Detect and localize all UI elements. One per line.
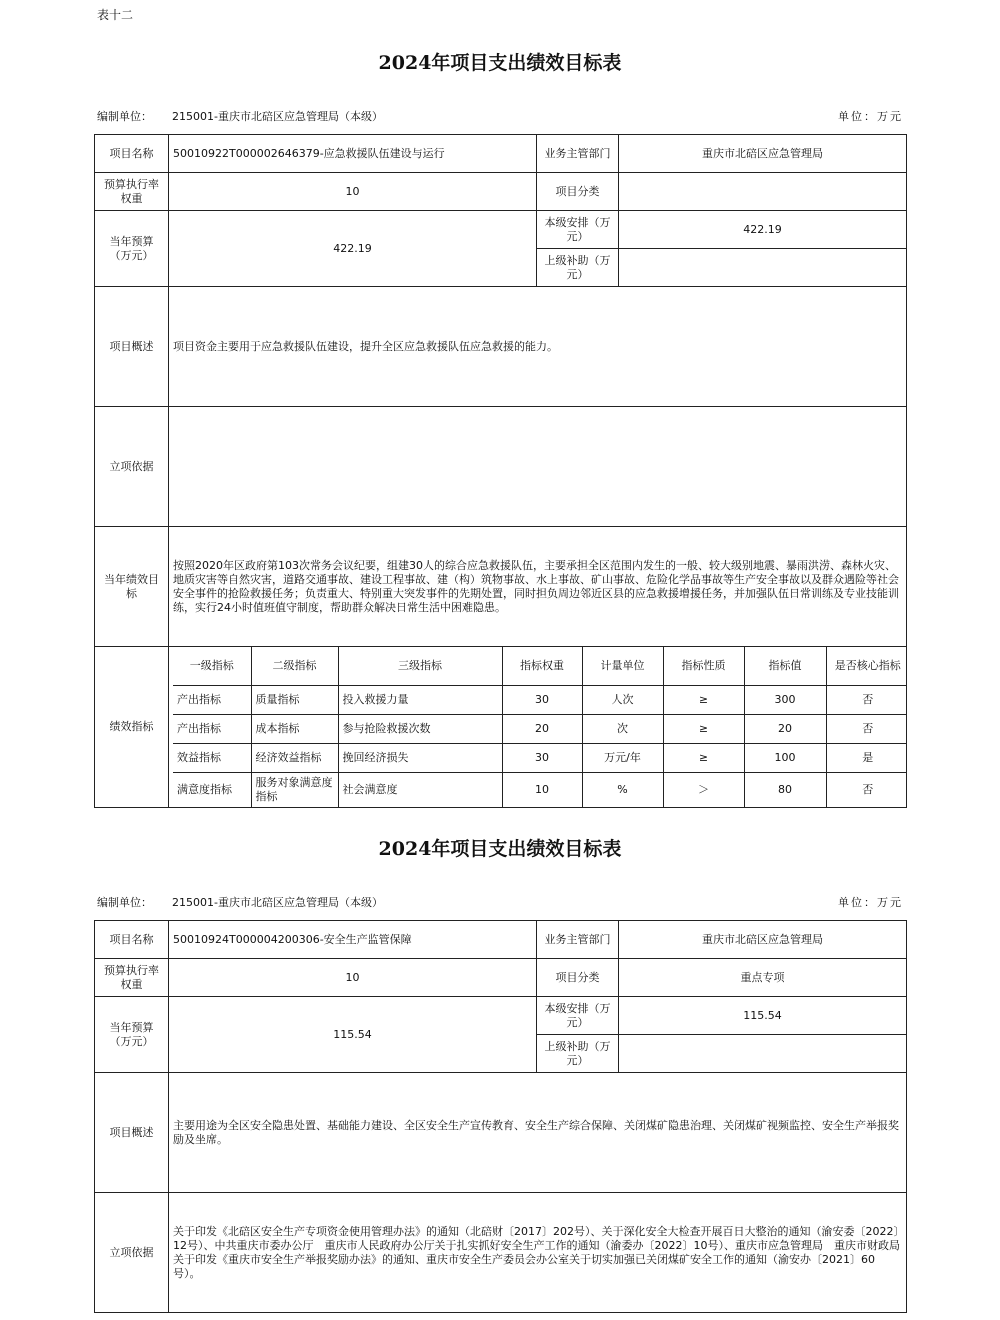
cell: 服务对象满意度指标 <box>251 772 338 807</box>
basis-text <box>169 407 907 527</box>
local-value: 115.54 <box>619 997 907 1035</box>
indicators-label: 绩效指标 <box>95 647 169 808</box>
indicators-cell <box>169 647 907 808</box>
overview-text: 项目资金主要用于应急救援队伍建设，提升全区应急救援队伍应急救援的能力。 <box>169 287 907 407</box>
table-row <box>173 743 907 772</box>
indicators-header-row <box>173 647 907 685</box>
basis-text: 关于印发《北碚区安全生产专项资金使用管理办法》的通知（北碚财〔2017〕202号）、关于深化安全大检查开展百日大整治的通知（渝安委〔2022〕12号）、中共重庆市委办公厅 重庆市人民政府办公厅关于扎实抓好安全生产工作的通知（渝委办〔2022〕10号）、重庆市应急管理局 重庆市财政局关于印发《重庆市安全生产举报奖励办法》的通知、重庆市安全生产委员会办公室关于切实加强已关闭煤矿安全工作的通知（渝安办〔2021〕60号）。 <box>169 1193 907 1313</box>
cell: 30 <box>502 743 582 772</box>
section-2-org-label: 编制单位： <box>97 896 152 909</box>
cell: 万元/年 <box>582 743 663 772</box>
cell: % <box>582 772 663 807</box>
overview-text: 主要用途为全区安全隐患处置、基础能力建设、全区安全生产宣传教育、安全生产综合保障、关闭煤矿隐患治理、关闭煤矿视频监控、安全生产举报奖励及坐席。 <box>169 1073 907 1193</box>
page-label: 表十二 <box>97 8 134 22</box>
cell: ＞ <box>663 772 744 807</box>
cell: 成本指标 <box>251 714 338 743</box>
upper-label: 上级补助（万元） <box>537 1035 619 1073</box>
cell: 产出指标 <box>173 714 251 743</box>
section-2-title: 2024年项目支出绩效目标表 <box>378 838 622 860</box>
cell: 人次 <box>582 685 663 714</box>
indicators-table <box>173 647 907 807</box>
upper-value <box>619 249 907 287</box>
upper-value <box>619 1035 907 1073</box>
local-value: 422.19 <box>619 211 907 249</box>
cell: 20 <box>502 714 582 743</box>
cell: 产出指标 <box>173 685 251 714</box>
cell: 否 <box>826 685 907 714</box>
budget-label: 当年预算（万元） <box>95 211 169 287</box>
cell: 80 <box>744 772 826 807</box>
goal-label: 当年绩效目标 <box>95 527 169 647</box>
local-label: 本级安排（万元） <box>537 211 619 249</box>
cell: 否 <box>826 714 907 743</box>
header-cell: 计量单位 <box>582 647 663 685</box>
weight-label: 预算执行率权重 <box>95 959 169 997</box>
upper-label: 上级补助（万元） <box>537 249 619 287</box>
dept-label: 业务主管部门 <box>537 921 619 959</box>
budget-value: 422.19 <box>169 211 537 287</box>
section-1-table <box>94 134 907 808</box>
overview-label: 项目概述 <box>95 287 169 407</box>
cell: 是 <box>826 743 907 772</box>
weight-value: 10 <box>169 959 537 997</box>
header-cell: 三级指标 <box>338 647 502 685</box>
table-row <box>173 714 907 743</box>
header-cell: 一级指标 <box>173 647 251 685</box>
header-cell: 指标值 <box>744 647 826 685</box>
project-name-label: 项目名称 <box>95 921 169 959</box>
table-row <box>173 685 907 714</box>
local-label: 本级安排（万元） <box>537 997 619 1035</box>
category-label: 项目分类 <box>537 959 619 997</box>
project-name-label: 项目名称 <box>95 135 169 173</box>
basis-label: 立项依据 <box>95 1193 169 1313</box>
cell: 效益指标 <box>173 743 251 772</box>
section-1-org-value: 215001-重庆市北碚区应急管理局（本级） <box>172 110 383 123</box>
basis-label: 立项依据 <box>95 407 169 527</box>
cell: 100 <box>744 743 826 772</box>
cell: 挽回经济损失 <box>338 743 502 772</box>
category-label: 项目分类 <box>537 173 619 211</box>
section-2-currency: 单位：万元 <box>838 896 903 909</box>
cell: 30 <box>502 685 582 714</box>
section-1-org-label: 编制单位： <box>97 110 152 123</box>
cell: ≥ <box>663 743 744 772</box>
table-row <box>173 772 907 807</box>
cell: 参与抢险救援次数 <box>338 714 502 743</box>
header-cell: 二级指标 <box>251 647 338 685</box>
cell: 质量指标 <box>251 685 338 714</box>
category-value: 重点专项 <box>619 959 907 997</box>
weight-label: 预算执行率权重 <box>95 173 169 211</box>
category-value <box>619 173 907 211</box>
goal-text: 按照2020年区政府第103次常务会议纪要，组建30人的综合应急救援队伍，主要承担全区范围内发生的一般、较大级别地震、暴雨洪涝、森林火灾、地质灾害等自然灾害，道路交通事故、建设工程事故、建（构）筑物事故、水上事故、矿山事故、危险化学品事故等生产安全事故以及群众遇险等社会安全事件的抢险救援任务；负责重大、特别重大突发事件的先期处置，同时担负周边邻近区县的应急救援增援任务，并加强队伍日常训练及专业技能训练，实行24小时值班值守制度，帮助群众解决日常生活中困难隐患。 <box>169 527 907 647</box>
cell: 10 <box>502 772 582 807</box>
section-2-table <box>94 920 907 1313</box>
cell: 经济效益指标 <box>251 743 338 772</box>
cell: 满意度指标 <box>173 772 251 807</box>
cell: 300 <box>744 685 826 714</box>
weight-value: 10 <box>169 173 537 211</box>
header-cell: 是否核心指标 <box>826 647 907 685</box>
cell: ≥ <box>663 714 744 743</box>
dept-value: 重庆市北碚区应急管理局 <box>619 921 907 959</box>
cell: 否 <box>826 772 907 807</box>
overview-label: 项目概述 <box>95 1073 169 1193</box>
project-name-value: 50010922T000002646379-应急救援队伍建设与运行 <box>169 135 537 173</box>
section-1-currency: 单位：万元 <box>838 110 903 123</box>
dept-label: 业务主管部门 <box>537 135 619 173</box>
cell: 20 <box>744 714 826 743</box>
budget-value: 115.54 <box>169 997 537 1073</box>
cell: 次 <box>582 714 663 743</box>
dept-value: 重庆市北碚区应急管理局 <box>619 135 907 173</box>
header-cell: 指标性质 <box>663 647 744 685</box>
cell: 社会满意度 <box>338 772 502 807</box>
header-cell: 指标权重 <box>502 647 582 685</box>
budget-label: 当年预算（万元） <box>95 997 169 1073</box>
section-1-title: 2024年项目支出绩效目标表 <box>378 52 622 74</box>
section-2-org-value: 215001-重庆市北碚区应急管理局（本级） <box>172 896 383 909</box>
cell: 投入救援力量 <box>338 685 502 714</box>
project-name-value: 50010924T000004200306-安全生产监管保障 <box>169 921 537 959</box>
cell: ≥ <box>663 685 744 714</box>
